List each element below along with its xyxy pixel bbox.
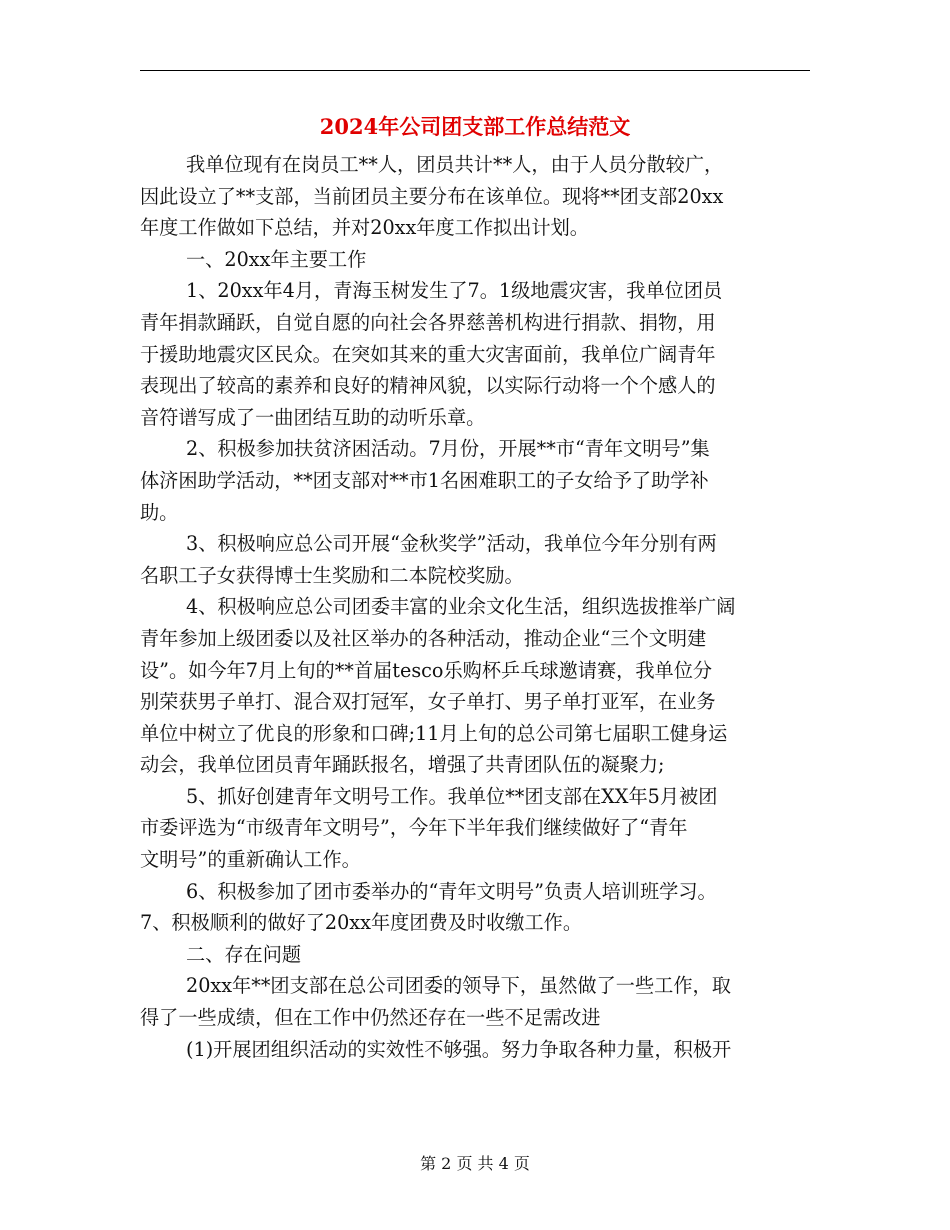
- body-line: 市委评选为“市级青年文明号”，今年下半年我们继续做好了“青年: [140, 816, 688, 840]
- document-title: 2024年公司团支部工作总结范文: [319, 114, 631, 139]
- body-line: 6、积极参加了团市委举办的“青年文明号”负责人培训班学习。: [186, 879, 717, 903]
- body-line: 单位中树立了优良的形象和口碑;11月上旬的总公司第七届职工健身运: [140, 721, 728, 745]
- body-line: 助。: [140, 500, 179, 524]
- body-line: 1、20xx年4月，青海玉树发生了7。1级地震灾害，我单位团员: [186, 279, 723, 303]
- document-body: [140, 149, 810, 1065]
- body-line: 一、20xx年主要工作: [186, 247, 367, 271]
- body-line: 年度工作做如下总结，并对20xx年度工作拟出计划。: [140, 216, 589, 240]
- body-line: 青年参加上级团委以及社区举办的各种活动，推动企业“三个文明建: [140, 626, 707, 650]
- body-line: 设”。如今年7月上旬的**首届tesco乐购杯乒乓球邀请赛，我单位分: [140, 658, 713, 682]
- body-line: 音符谱写成了一曲团结互助的动听乐章。: [140, 405, 486, 429]
- body-line: 得了一些成绩，但在工作中仍然还存在一些不足需改进: [140, 1006, 601, 1030]
- body-line: 我单位现有在岗员工**人，团员共计**人，由于人员分散较广，: [186, 153, 724, 176]
- body-line: 4、积极响应总公司团委丰富的业余文化生活，组织选拔推举广阔: [186, 595, 736, 619]
- body-line: 青年捐款踊跃，自觉自愿的向社会各界慈善机构进行捐款、捐物，用: [140, 310, 716, 334]
- body-line: 于援助地震灾区民众。在突如其来的重大灾害面前，我单位广阔青年: [140, 342, 716, 366]
- body-line: 动会，我单位团员青年踊跃报名，增强了共青团队伍的凝聚力;: [140, 753, 665, 777]
- body-line: 体济困助学活动，**团支部对**市1名困难职工的子女给予了助学补: [140, 468, 709, 492]
- body-line: 3、积极响应总公司开展“金秋奖学”活动，我单位今年分别有两: [186, 532, 717, 556]
- body-line: (1)开展团组织活动的实效性不够强。努力争取各种力量，积极开: [186, 1037, 732, 1061]
- page-number-footer: 第 2 页 共 4 页: [420, 1154, 530, 1173]
- body-line: 名职工子女获得博士生奖励和二本院校奖励。: [140, 563, 524, 587]
- body-line: 2、积极参加扶贫济困活动。7月份，开展**市“青年文明号”集: [186, 437, 710, 461]
- body-line: 因此设立了**支部，当前团员主要分布在该单位。现将**团支部20xx: [140, 184, 724, 208]
- header-rule: [140, 70, 810, 71]
- body-line: 二、存在问题: [186, 942, 302, 966]
- body-line: 20xx年**团支部在总公司团委的领导下，虽然做了一些工作，取: [186, 974, 731, 998]
- body-line: 别荣获男子单打、混合双打冠军，女子单打、男子单打亚军，在业务: [140, 690, 716, 714]
- body-line: 表现出了较高的素养和良好的精神风貌，以实际行动将一个个感人的: [140, 374, 716, 398]
- body-line: 7、积极顺利的做好了20xx年度团费及时收缴工作。: [140, 911, 583, 935]
- body-line: 5、抓好创建青年文明号工作。我单位**团支部在XX年5月被团: [186, 784, 718, 808]
- body-line: 文明号”的重新确认工作。: [140, 848, 361, 872]
